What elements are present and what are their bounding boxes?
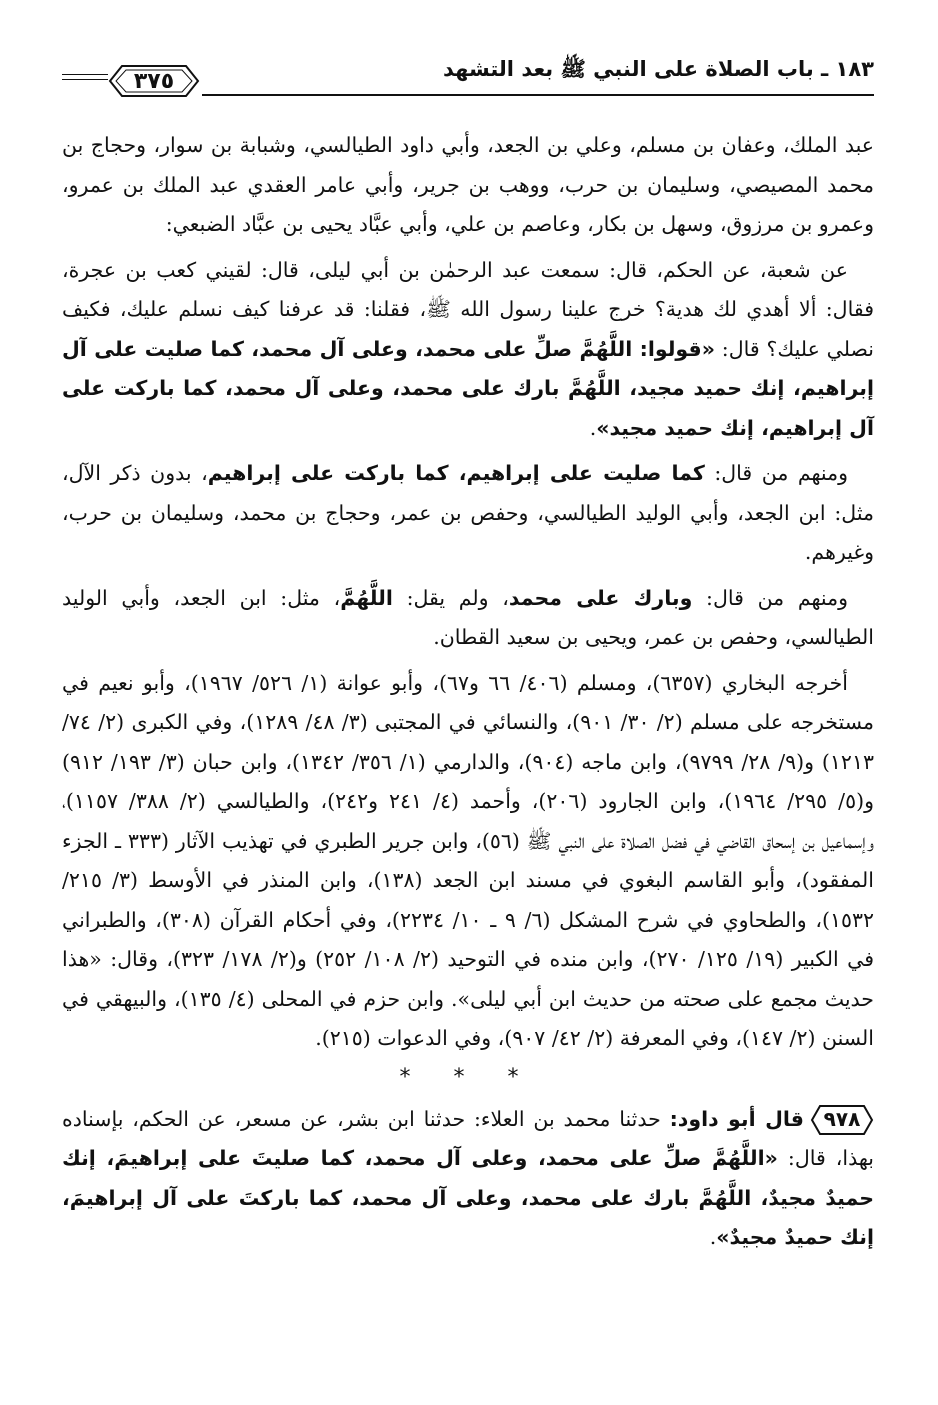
variant-quote: وبارك على محمد (508, 585, 693, 610)
section-separator: * * * (399, 1064, 537, 1090)
hadith-978-paragraph (62, 1100, 874, 1258)
narrators-paragraph: عبد الملك، وعفان بن مسلم، وعلي بن الجعد، وأبي داود الطيالسي، وشبابة بن سوار، وحجاج بن محمد المصيصي، وسليمان بن حرب، ووهب بن جرير، وأبي عامر العقدي عبد الملك بن عمرو، وعمرو بن مرزوق، وسهل بن بكار، وعاصم بن علي، وأبي عبَّاد يحيى بن عبَّاد الضبعي: (62, 133, 874, 236)
header-rule (202, 94, 874, 96)
salawat-text-2: «اللَّهُمَّ صلِّ على محمد، وعلى آل محمد، كما صليتَ على إبراهيمَ، إنك حميدٌ مجيدٌ، اللَّهُمَّ بارك على محمد، وعلى آل محمد، كما باركتَ على آل إبراهيمَ، إنك حميدٌ مجيدٌ» (62, 1146, 874, 1249)
hadith-text-paragraph (62, 251, 874, 449)
hadith-number-frame (810, 1104, 874, 1136)
salawat-text: «قولوا: اللَّهُمَّ صلِّ على محمد، وعلى آل محمد، كما صليت على آل إبراهيم، إنك حميد مجيد، اللَّهُمَّ بارك على محمد، وعلى آل محمد، كما باركت على آل إبراهيم، إنك حميد مجيد» (62, 336, 874, 440)
book-page (62, 50, 874, 1264)
page-header (62, 50, 874, 98)
page-number-frame (108, 64, 200, 98)
page-number: ٣٧٥ (133, 68, 175, 94)
hadith-intro: عن شعبة، عن الحكم، قال: سمعت عبد الرحمٰن بن أبي ليلى، قال: لقيني كعب بن عجرة، فقال: ألا أهدي لك هدية؟ خرج علينا رسول الله ﷺ، فقلنا: قد عرفنا كيف نسلم عليك، فكيف نصلي عليك؟ قال: (62, 257, 874, 361)
variant-paragraph-1 (62, 454, 874, 573)
period: . (709, 1225, 717, 1249)
variant-quote: كما صليت على إبراهيم، كما باركت على إبراهيم (207, 461, 705, 485)
isnad-text: حدثنا محمد بن العلاء: حدثنا ابن بشر، عن مسعر، عن الحكم، بإسناده بهذا، قال: (62, 1106, 874, 1170)
page-number-ornament-lines (62, 74, 108, 84)
takhrij-paragraph: أخرجه البخاري (٦٣٥٧)، ومسلم (٤٠٦/ ٦٦ و٦٧)، وأبو عوانة (١/ ٥٢٦/ ١٩٦٧)، وأبو نعيم في مستخرجه على مسلم (٢/ ٣٠/ ٩٠١)، والنسائي في المجتبى (٣/ ٤٨/ ١٢٨٩)، وفي الكبرى (٢/ ٧٤/ ١٢١٣) و(٩/ ٢٨/ ٩٧٩٩)، وابن ماجه (٩٠٤)، والدارمي (١/ ٣٥٦/ ١٣٤٢)، وابن حبان (٣/ ١٩٣/ ٩١٢) و(٥/ ٢٩٥/ ١٩٦٤)، وابن الجارود (٢٠٦)، وأحمد (٤/ ٢٤١ و٢٤٢)، والطيالسي (٢/ ٣٨٨/ ١١٥٧)، وإسماعيل بن إسحاق القاضي في فضل الصلاة على النبي ﷺ (٥٦)، وابن جرير الطبري في تهذيب الآثار (٣٣٣ ـ الجزء المفقود)، وأبو القاسم البغوي في مسند ابن الجعد (١٣٨)، وابن المنذر في الأوسط (٣/ ٢١٥/ ١٥٣٢)، والطحاوي في شرح المشكل (٦/ ٩ ـ ١٠/ ٢٢٣٤)، وفي أحكام القرآن (٣٠٨)، والطبراني في الكبير (١٩/ ١٢٥/ ٢٧٠)، وابن منده في التوحيد (٢/ ١٠٨/ ٢٥٢) و(٢/ ١٧٨/ ٣٢٣)، وقال: «هذا حديث مجمع على صحته من حديث ابن أبي ليلى». وابن حزم في المحلى (٤/ ١٣٥)، والبيهقي في السنن (٢/ ١٤٧)، وفي المعرفة (٢/ ٤٢/ ٩٠٧)، وفي الدعوات (٢١٥). (62, 670, 875, 1050)
variant-middle: ، ولم يقل: (392, 585, 509, 610)
variant-rest: ، مثل: ابن الجعد، وأبي الوليد الطيالسي، وحفص بن عمر، ويحيى بن سعيد القطان. (62, 585, 874, 649)
hadith-number: ٩٧٨ (823, 1107, 861, 1132)
abu-dawud-said: قال أبو داود: (669, 1106, 804, 1131)
variant-rest: ، بدون ذكر الآل، مثل: ابن الجعد، وأبي الوليد الطيالسي، وحفص بن عمر، وحجاج بن محمد، وسليمان بن حرب، وغيرهم. (62, 461, 875, 564)
variant-intro: ومنهم من قال: (704, 461, 848, 485)
chapter-title: ١٨٣ ـ باب الصلاة على النبي ﷺ بعد التشهد (442, 57, 874, 81)
page-content (62, 126, 874, 1258)
period: . (589, 415, 597, 440)
variant-intro: ومنهم من قال: (692, 585, 848, 610)
variant-paragraph-2 (62, 579, 874, 658)
variant-quote-2: اللَّهُمَّ (340, 585, 393, 610)
